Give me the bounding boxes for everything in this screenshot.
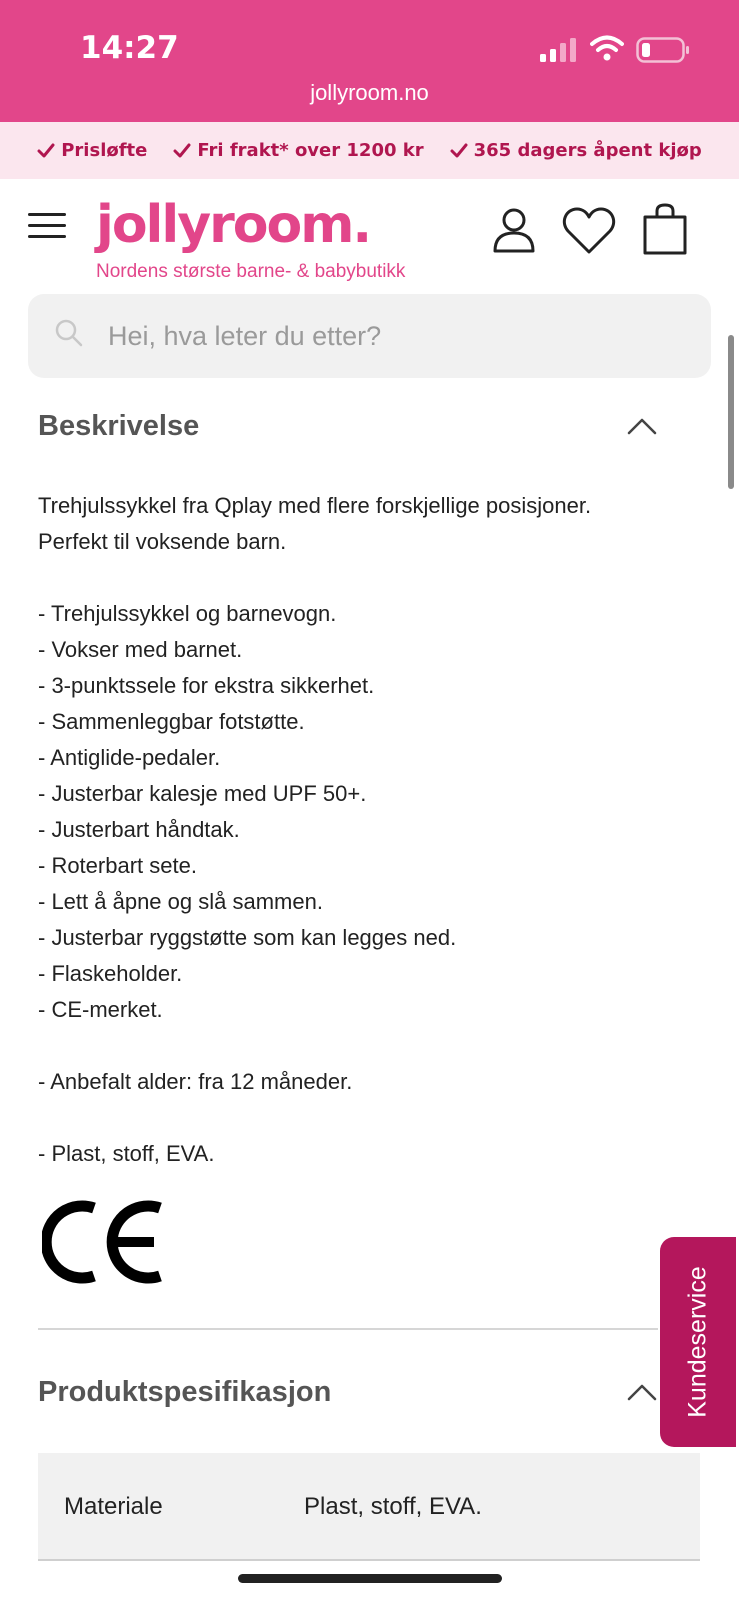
description-line xyxy=(38,1100,678,1136)
spec-label: Materiale xyxy=(64,1493,163,1520)
search-bar[interactable] xyxy=(28,294,711,378)
description-line: - Justerbar ryggstøtte som kan legges ned. xyxy=(38,925,457,950)
usp-item xyxy=(450,140,702,161)
usp-label: Fri frakt* over 1200 kr xyxy=(197,140,424,161)
description-line: - CE-merket. xyxy=(38,997,163,1022)
description-accordion-header[interactable] xyxy=(38,396,658,456)
specification-accordion-header[interactable] xyxy=(38,1362,658,1422)
logo[interactable]: jollyroom. xyxy=(96,195,371,255)
description-line: - Flaskeholder. xyxy=(38,961,183,986)
usp-item xyxy=(173,140,423,161)
check-icon xyxy=(37,143,55,159)
address-bar-url[interactable]: jollyroom.no xyxy=(310,80,429,105)
customer-service-label: Kundeservice xyxy=(683,1266,712,1418)
status-time: 14:27 xyxy=(80,30,179,66)
user-icon[interactable] xyxy=(492,207,536,253)
page-scrollbar[interactable] xyxy=(728,335,734,489)
usp-label: Prisløfte xyxy=(61,140,148,161)
signal-icon xyxy=(540,38,576,62)
status-bar xyxy=(0,0,739,122)
spec-table-row xyxy=(38,1453,700,1561)
description-line: - Trehjulssykkel og barnevogn. xyxy=(38,601,337,626)
check-icon xyxy=(173,143,191,159)
description-line: - Lett å åpne og slå sammen. xyxy=(38,889,323,914)
wifi-icon xyxy=(590,34,624,62)
menu-icon[interactable] xyxy=(28,211,68,241)
description-line: - Vokser med barnet. xyxy=(38,637,243,662)
usp-item xyxy=(37,140,147,161)
heart-icon[interactable] xyxy=(562,207,616,255)
description-line: - Antiglide-pedaler. xyxy=(38,745,221,770)
description-line: - 3-punktssele for ekstra sikkerhet. xyxy=(38,673,375,698)
check-icon xyxy=(450,143,468,159)
tagline: Nordens største barne- & babybutikk xyxy=(96,261,406,282)
section-divider xyxy=(38,1328,658,1330)
chevron-up-icon xyxy=(626,1382,658,1402)
battery-icon xyxy=(636,37,690,63)
description-line: - Justerbar kalesje med UPF 50+. xyxy=(38,781,367,806)
description-line: - Sammenleggbar fotstøtte. xyxy=(38,709,305,734)
site-header xyxy=(0,179,739,289)
search-input[interactable] xyxy=(108,294,688,378)
description-line xyxy=(38,560,678,596)
description-line: - Anbefalt alder: fra 12 måneder. xyxy=(38,1069,353,1094)
description-line xyxy=(38,1028,678,1064)
home-indicator[interactable] xyxy=(238,1574,502,1583)
spec-value: Plast, stoff, EVA. xyxy=(304,1493,482,1520)
description-line: - Justerbart håndtak. xyxy=(38,817,240,842)
description-title: Beskrivelse xyxy=(38,409,200,442)
specification-title: Produktspesifikasjon xyxy=(38,1375,332,1408)
description-line: Perfekt til voksende barn. xyxy=(38,529,287,554)
description-line: Trehjulssykkel fra Qplay med flere forskjellige posisjoner. xyxy=(38,493,592,518)
ce-mark-logo xyxy=(42,1198,166,1286)
description-line: - Roterbart sete. xyxy=(38,853,197,878)
description-line: - Plast, stoff, EVA. xyxy=(38,1141,215,1166)
usp-label: 365 dagers åpent kjøp xyxy=(473,140,702,161)
bag-icon[interactable] xyxy=(642,203,688,255)
chevron-up-icon xyxy=(626,416,658,436)
description-body xyxy=(38,488,678,1172)
customer-service-button[interactable] xyxy=(660,1237,736,1447)
usp-strip xyxy=(0,122,739,179)
search-icon xyxy=(54,318,84,348)
